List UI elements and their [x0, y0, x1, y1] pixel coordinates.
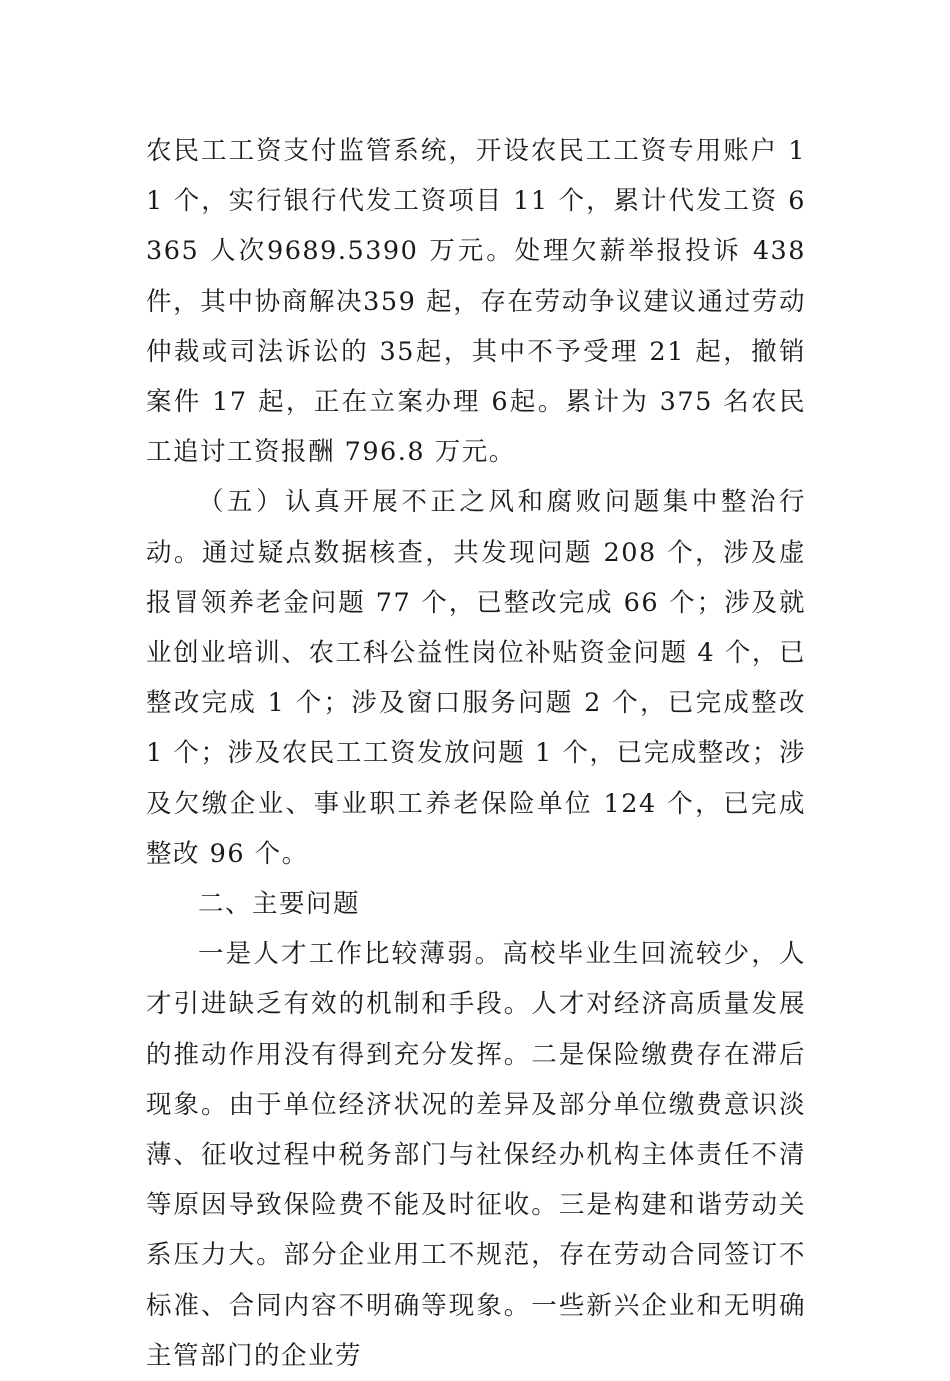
paragraph-rectification-campaign: （五）认真开展不正之风和腐败问题集中整治行动。通过疑点数据核查，共发现问题 208 个，涉及虚报冒领养老金问题 77 个，已整改完成 66 个；涉及就业创业培训、农工科公益性岗位补贴资金问题 4 个，已整改完成 1 个；涉及窗口服务问题 2 个，已完成整改 1 个；涉及农民工工资发放问题 1 个，已完成整改；涉及欠缴企业、事业职工养老保险单位 124 个，已完成整改 96 个。	[146, 487, 806, 869]
paragraph-wage-supervision: 农民工工资支付监管系统，开设农民工工资专用账户 11 个，实行银行代发工资项目 11 个，累计代发工资 6365 人次9689.5390 万元。处理欠薪举报投诉 438 件，其中协商解决359 起，存在劳动争议建议通过劳动仲裁或司法诉讼的 35起，其中不予受理 21 起，撤销案件 17 起，正在立案办理 6起。累计为 375 名农民工追讨工资报酬 796.8 万元。	[146, 136, 806, 468]
document-body	[146, 126, 806, 1381]
paragraph-main-problems: 一是人才工作比较薄弱。高校毕业生回流较少，人才引进缺乏有效的机制和手段。人才对经济高质量发展的推动作用没有得到充分发挥。二是保险缴费存在滞后现象。由于单位经济状况的差异及部分单位缴费意识淡薄、征收过程中税务部门与社保经办机构主体责任不清等原因导致保险费不能及时征收。三是构建和谐劳动关系压力大。部分企业用工不规范，存在劳动合同签订不标准、合同内容不明确等现象。一些新兴企业和无明确主管部门的企业劳	[146, 939, 806, 1371]
section-heading-main-problems: 二、主要问题	[198, 889, 361, 920]
